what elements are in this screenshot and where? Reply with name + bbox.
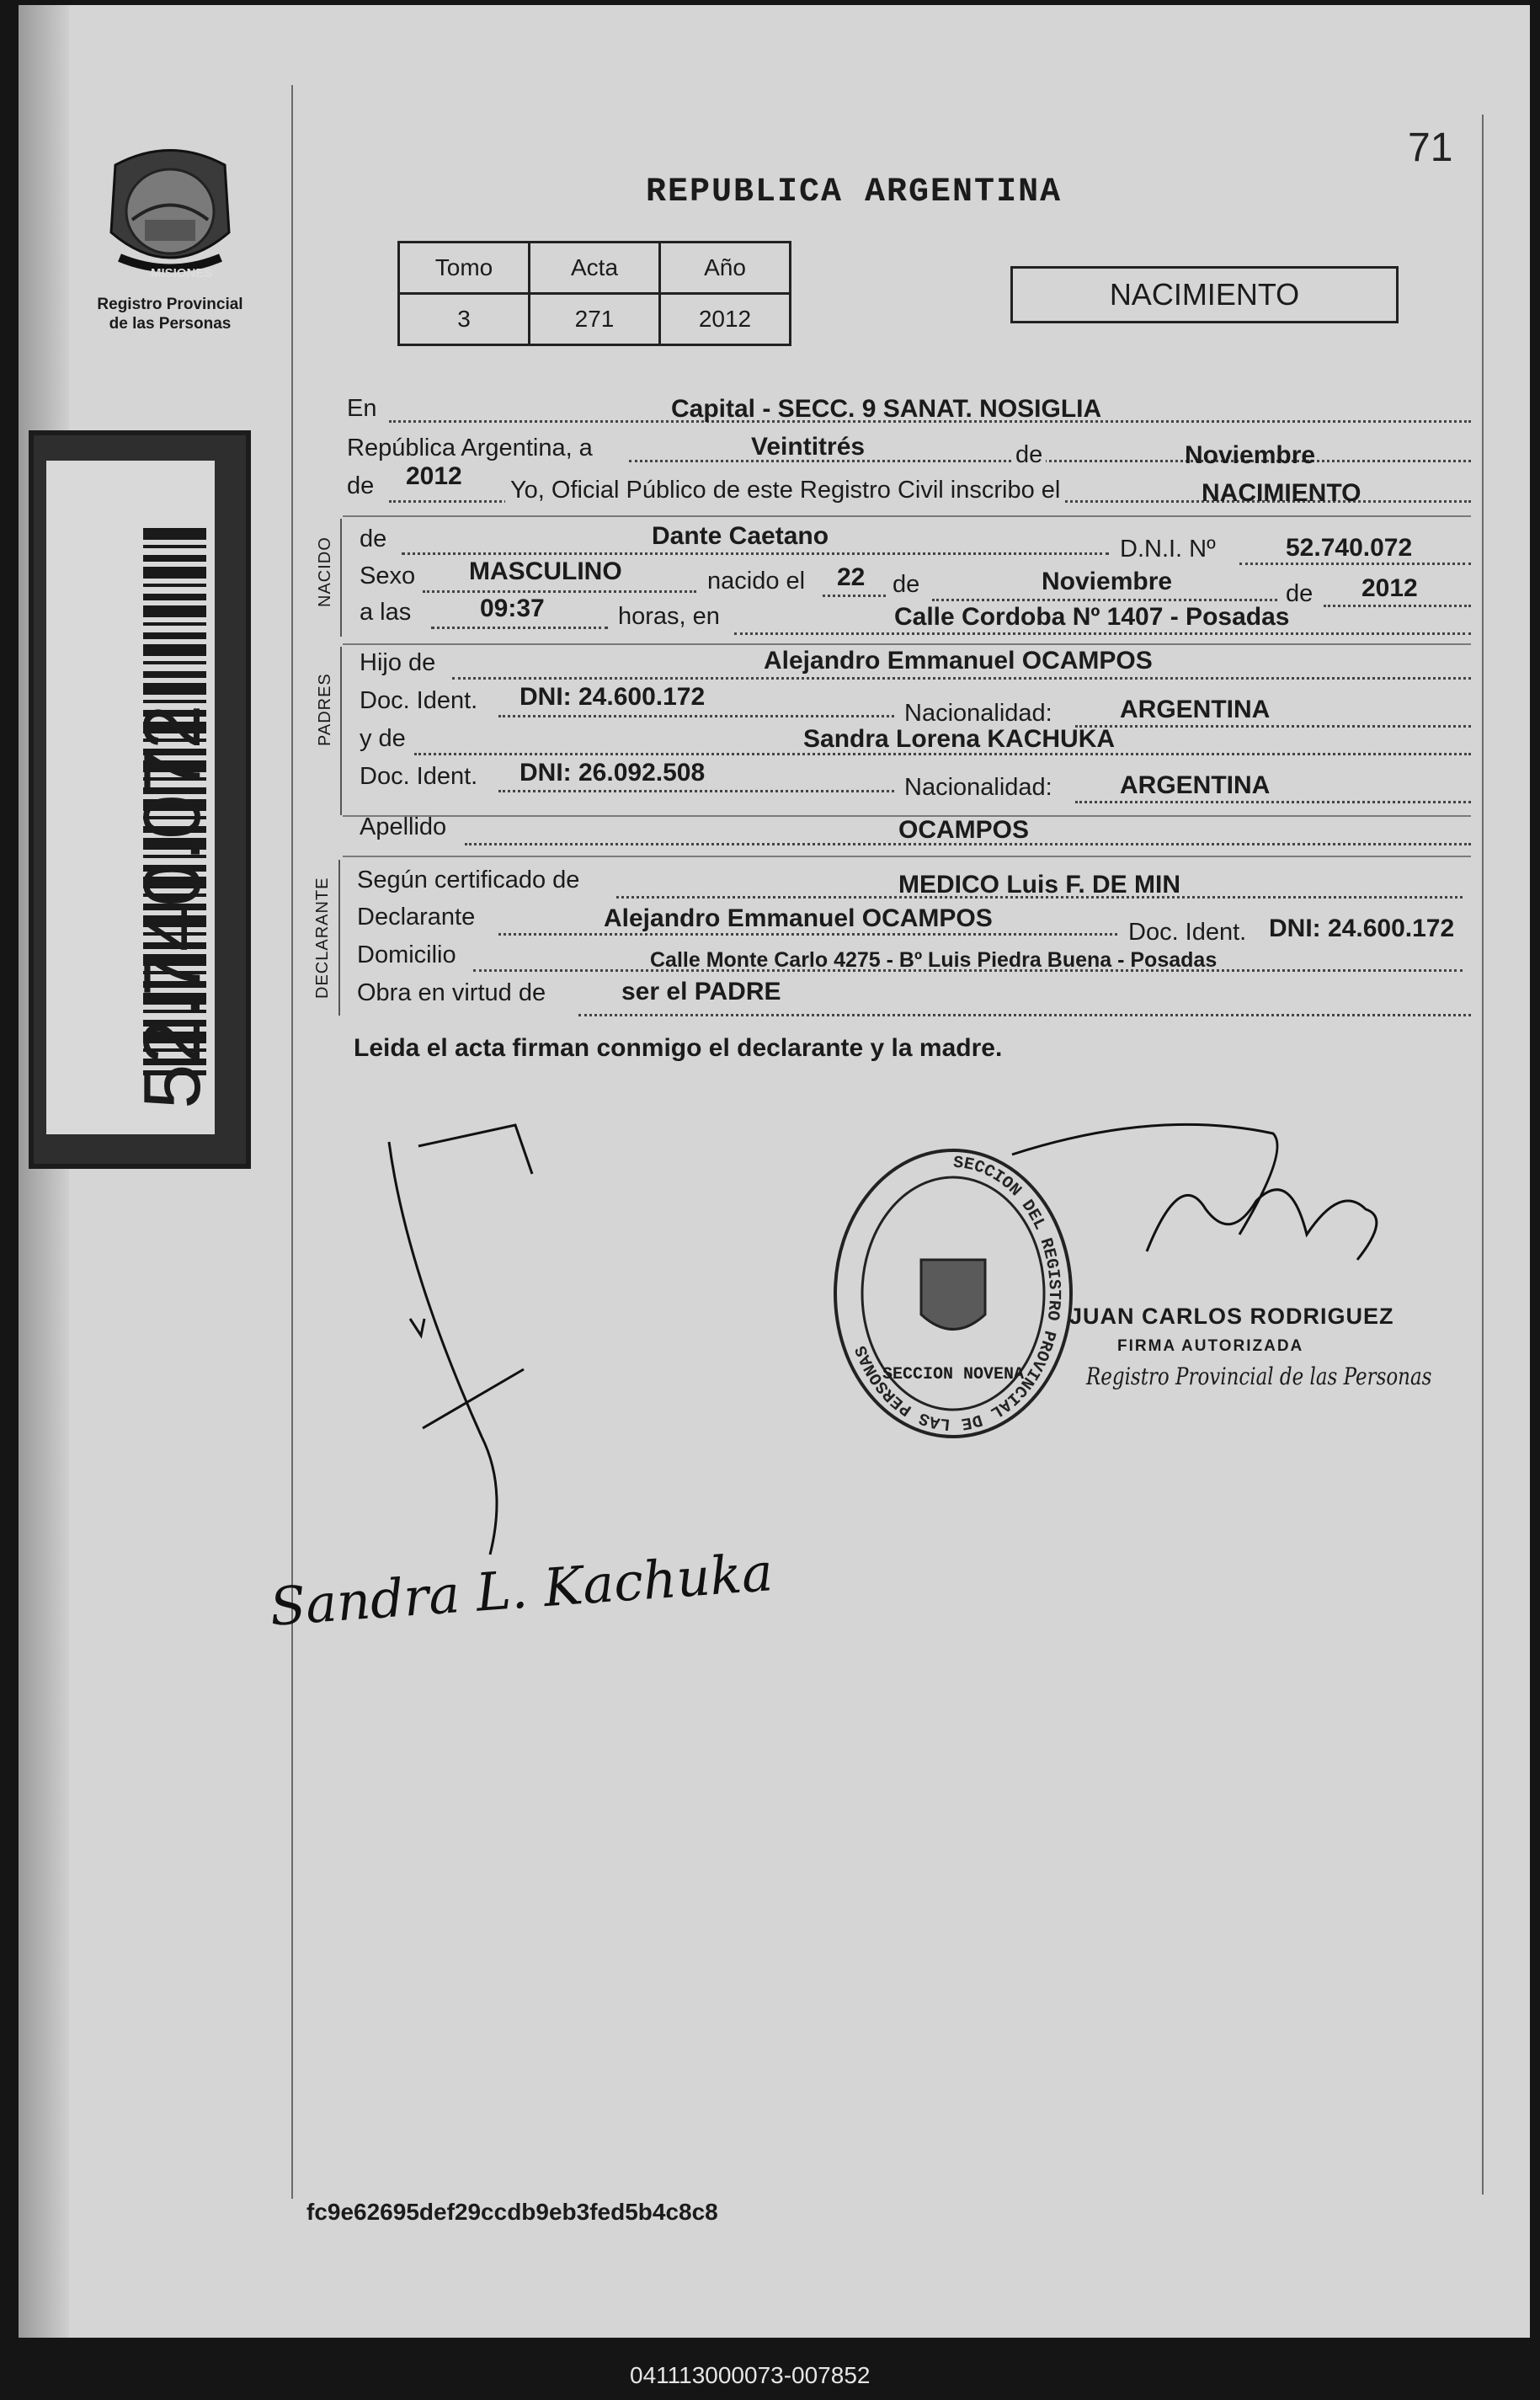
label-doc-ident3: Doc. Ident. — [1128, 919, 1247, 946]
label-hijo-de: Hijo de — [360, 649, 436, 676]
left-margin-line — [291, 85, 293, 2199]
value-madre: Sandra Lorena KACHUKA — [803, 725, 1116, 753]
value-sexo: MASCULINO — [469, 557, 622, 585]
dotted-line — [578, 1014, 1471, 1016]
label-obra: Obra en virtud de — [357, 979, 546, 1006]
section-label-nacido: NACIDO — [316, 536, 334, 607]
value-anio-nac: 2012 — [1361, 574, 1418, 602]
footer-id: 041113000073-007852 — [630, 2362, 871, 2388]
declarant-signature — [372, 1117, 541, 1588]
label-de2: de — [347, 472, 375, 499]
label-de-nacido: de — [360, 525, 387, 552]
label-horas-en: horas, en — [618, 603, 720, 630]
logo-caption-2: de las Personas — [109, 315, 232, 333]
officer-name: JUAN CARLOS RODRIGUEZ — [1069, 1304, 1394, 1329]
document-hash: fc9e62695def29ccdb9eb3fed5b4c8c8 — [306, 2199, 718, 2225]
value-dia-letras: Veintitrés — [751, 433, 866, 461]
label-a-las: a las — [360, 599, 412, 626]
label-nacido-el: nacido el — [707, 568, 806, 595]
label-declarante: Declarante — [357, 904, 476, 931]
label-domicilio: Domicilio — [357, 941, 456, 968]
dotted-line — [402, 552, 1109, 555]
section-bar-nacido — [340, 519, 342, 637]
label-sexo: Sexo — [360, 563, 416, 589]
value-padre-nac: ARGENTINA — [1120, 696, 1271, 723]
table-cell: 2012 — [660, 294, 791, 345]
value-madre-doc: DNI: 26.092.508 — [520, 759, 706, 787]
page-binding-shadow — [19, 5, 69, 2338]
label-apellido: Apellido — [360, 813, 447, 840]
registry-table — [397, 241, 791, 346]
label-yo: Yo, Oficial Público de este Registro Civil inscribo el — [505, 477, 1065, 504]
dotted-line — [1324, 605, 1471, 607]
logo-bottom-text: MISIONES — [151, 266, 213, 280]
document-page — [19, 5, 1530, 2338]
closing-line: Leida el acta firman conmigo el declarante y la madre. — [354, 1034, 1003, 1062]
logo-caption-1: Registro Provincial — [97, 296, 243, 313]
label-segun: Según certificado de — [357, 867, 580, 893]
value-madre-nac: ARGENTINA — [1120, 771, 1271, 799]
value-apellido: OCAMPOS — [898, 816, 1030, 844]
value-hora: 09:37 — [480, 595, 545, 622]
value-mes: Noviembre — [1185, 441, 1316, 469]
table-header: Tomo — [399, 243, 530, 294]
dotted-line — [498, 790, 894, 792]
dotted-line — [452, 677, 1471, 680]
value-anio: 2012 — [406, 462, 462, 490]
label-doc-ident2: Doc. Ident. — [360, 763, 478, 790]
dotted-line — [1075, 801, 1471, 803]
value-tipo: NACIMIENTO — [1202, 479, 1361, 507]
dotted-line — [1239, 563, 1471, 565]
stamp-inner-text: SECCION NOVENA — [882, 1365, 1025, 1384]
officer-signature — [987, 1117, 1408, 1310]
label-doc-ident: Doc. Ident. — [360, 687, 478, 714]
officer-office: Registro Provincial de las Personas — [1086, 1363, 1432, 1390]
label-republica: República Argentina, a — [347, 435, 593, 461]
section-bar-declarante — [338, 860, 340, 1016]
dotted-line — [431, 627, 608, 629]
dotted-line — [498, 933, 1117, 936]
rule — [343, 856, 1471, 857]
label-de: de — [1012, 441, 1046, 469]
barcode-strip — [29, 430, 251, 1169]
mother-signature: Sandra L. Kachuka — [268, 1541, 775, 1638]
value-declarante-doc: DNI: 24.600.172 — [1269, 915, 1455, 942]
value-lugar: Capital - SECC. 9 SANAT. NOSIGLIA — [671, 395, 1102, 423]
dotted-line — [932, 599, 1277, 601]
value-lugar-nac: Calle Cordoba Nº 1407 - Posadas — [894, 603, 1290, 631]
dotted-line — [823, 595, 886, 597]
dotted-line — [423, 590, 696, 593]
dotted-line — [1075, 725, 1471, 728]
table-header: Acta — [530, 243, 660, 294]
value-nombre: Dante Caetano — [652, 522, 829, 550]
dotted-line — [734, 632, 1471, 635]
label-de3: de — [893, 571, 920, 598]
label-dni: D.N.I. Nº — [1120, 536, 1216, 563]
value-mes-nac: Noviembre — [1042, 568, 1173, 595]
barcode-number: 52.740.072 — [127, 704, 217, 1109]
page-number: 71 — [1408, 125, 1453, 170]
value-dni: 52.740.072 — [1286, 534, 1413, 562]
document-title: REPUBLICA ARGENTINA — [646, 173, 1063, 211]
stamp-ring-text: SECCION DEL REGISTRO PROVINCIAL DE LAS PERSONAS — [851, 1153, 1063, 1434]
value-padre: Alejandro Emmanuel OCAMPOS — [764, 647, 1153, 675]
officer-role: FIRMA AUTORIZADA — [1117, 1337, 1304, 1355]
table-cell: 271 — [530, 294, 660, 345]
right-margin-line — [1482, 115, 1484, 2195]
table-header: Año — [660, 243, 791, 294]
label-de4: de — [1286, 580, 1314, 607]
rule — [343, 643, 1471, 645]
value-domicilio: Calle Monte Carlo 4275 - Bº Luis Piedra Buena - Posadas — [650, 948, 1218, 972]
rule — [343, 515, 1471, 517]
value-padre-doc: DNI: 24.600.172 — [520, 683, 706, 711]
value-obra: ser el PADRE — [621, 978, 781, 1005]
barcode-label — [46, 461, 215, 1134]
section-label-declarante: DECLARANTE — [313, 877, 332, 999]
label-nacionalidad2: Nacionalidad: — [904, 774, 1052, 801]
label-y-de: y de — [360, 725, 406, 752]
value-dia-nac: 22 — [837, 563, 866, 591]
value-declarante: Alejandro Emmanuel OCAMPOS — [604, 904, 993, 932]
label-nacionalidad: Nacionalidad: — [904, 700, 1052, 727]
dotted-line — [498, 715, 894, 717]
value-certificado: MEDICO Luis F. DE MIN — [898, 871, 1181, 899]
table-cell: 3 — [399, 294, 530, 345]
section-label-padres: PADRES — [316, 673, 334, 746]
record-type-box: NACIMIENTO — [1010, 266, 1399, 323]
section-bar-padres — [340, 647, 342, 815]
label-en: En — [347, 395, 377, 422]
